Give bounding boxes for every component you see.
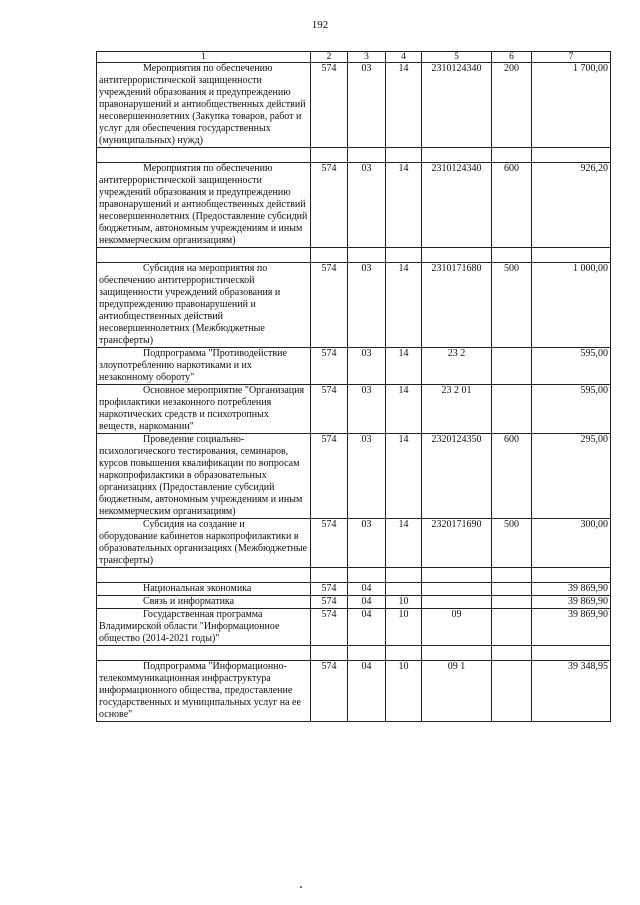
- code-cell-c3: 04: [348, 583, 386, 596]
- row-name-cell: [97, 609, 311, 646]
- code-cell-c6: 200: [492, 63, 532, 148]
- code-cell-c2: 574: [311, 163, 348, 248]
- row-name-cell: [97, 163, 311, 248]
- spacer-cell: [532, 568, 611, 583]
- code-cell-c5: 09: [422, 609, 492, 646]
- code-cell-c4: 14: [386, 63, 422, 148]
- column-number-row: [97, 52, 611, 63]
- amount-cell: 1 000,00: [532, 263, 611, 348]
- page-number: 192: [311, 19, 329, 31]
- row-name-lead: Подпрограмма "Информационно-: [143, 661, 287, 672]
- spacer-row: [97, 248, 611, 263]
- row-name-lead: Субсидия на создание и: [143, 519, 245, 530]
- amount-cell: 39 869,90: [532, 583, 611, 596]
- amount-cell: 1 700,00: [532, 63, 611, 148]
- spacer-cell: [348, 646, 386, 661]
- code-cell-c2: 574: [311, 385, 348, 434]
- code-cell-c2: 574: [311, 348, 348, 385]
- code-cell-c4: 14: [386, 263, 422, 348]
- amount-cell: 295,00: [532, 434, 611, 519]
- code-cell-c2: 574: [311, 583, 348, 596]
- table-row: [97, 434, 611, 519]
- code-cell-c3: 04: [348, 609, 386, 646]
- code-cell-c2: 574: [311, 434, 348, 519]
- spacer-cell: [97, 248, 311, 263]
- code-cell-c5: 2310124340: [422, 63, 492, 148]
- row-name-cell: [97, 63, 311, 148]
- table-row: [97, 583, 611, 596]
- table-row: [97, 63, 611, 148]
- amount-cell: 39 348,95: [532, 661, 611, 722]
- spacer-cell: [422, 248, 492, 263]
- code-cell-c3: 03: [348, 263, 386, 348]
- code-cell-c6: [492, 661, 532, 722]
- spacer-cell: [386, 646, 422, 661]
- spacer-cell: [311, 568, 348, 583]
- code-cell-c6: [492, 348, 532, 385]
- row-name-lead: Проведение социально-: [143, 434, 245, 445]
- code-cell-c5: 2320171690: [422, 519, 492, 568]
- amount-cell: 39 869,90: [532, 609, 611, 646]
- column-header: 6: [492, 52, 532, 63]
- code-cell-c3: 03: [348, 519, 386, 568]
- spacer-cell: [311, 248, 348, 263]
- code-cell-c5: 2310171680: [422, 263, 492, 348]
- spacer-cell: [348, 568, 386, 583]
- row-name-lead: Мероприятия по обеспечению: [143, 163, 273, 174]
- row-name-text: профилактики незаконного потребления наркотических средств и психотропных веществ, наркомании": [99, 397, 272, 432]
- row-name-lead: Национальная экономика: [143, 583, 252, 594]
- code-cell-c5: 2310124340: [422, 163, 492, 248]
- row-name-text: Владимирской области "Информационное общество (2014-2021 годы)": [99, 621, 280, 644]
- code-cell-c2: 574: [311, 609, 348, 646]
- spacer-cell: [97, 646, 311, 661]
- row-name-text: телекоммуникационная инфраструктура информационного общества, предоставление государственных и муниципальных услуг на ее основе": [99, 673, 301, 720]
- row-name-cell: [97, 348, 311, 385]
- code-cell-c2: 574: [311, 263, 348, 348]
- code-cell-c4: [386, 583, 422, 596]
- spacer-cell: [492, 248, 532, 263]
- table-row: [97, 519, 611, 568]
- row-name-cell: [97, 583, 311, 596]
- table-row: [97, 661, 611, 722]
- table-body: [97, 63, 611, 722]
- row-name-lead: Государственная программа: [143, 609, 263, 620]
- column-header: 3: [348, 52, 386, 63]
- code-cell-c2: 574: [311, 519, 348, 568]
- spacer-row: [97, 568, 611, 583]
- code-cell-c5: 2320124350: [422, 434, 492, 519]
- code-cell-c3: 03: [348, 385, 386, 434]
- row-name-cell: [97, 263, 311, 348]
- table-row: [97, 385, 611, 434]
- code-cell-c5: 23 2: [422, 348, 492, 385]
- spacer-cell: [348, 248, 386, 263]
- spacer-cell: [492, 646, 532, 661]
- code-cell-c2: 574: [311, 596, 348, 609]
- spacer-cell: [422, 646, 492, 661]
- code-cell-c4: 14: [386, 385, 422, 434]
- code-cell-c6: 600: [492, 434, 532, 519]
- code-cell-c4: 14: [386, 163, 422, 248]
- row-name-cell: [97, 596, 311, 609]
- row-name-lead: Связь и информатика: [143, 596, 235, 607]
- spacer-cell: [422, 568, 492, 583]
- row-name-cell: [97, 519, 311, 568]
- code-cell-c3: 03: [348, 63, 386, 148]
- row-name-cell: [97, 385, 311, 434]
- code-cell-c4: 10: [386, 609, 422, 646]
- code-cell-c3: 03: [348, 434, 386, 519]
- code-cell-c6: 500: [492, 263, 532, 348]
- amount-cell: 926,20: [532, 163, 611, 248]
- column-header: 5: [422, 52, 492, 63]
- row-name-lead: Мероприятия по обеспечению: [143, 63, 273, 74]
- spacer-cell: [422, 148, 492, 163]
- code-cell-c4: 14: [386, 519, 422, 568]
- spacer-row: [97, 148, 611, 163]
- code-cell-c6: [492, 583, 532, 596]
- scan-dot: [300, 886, 302, 888]
- code-cell-c3: 04: [348, 661, 386, 722]
- column-header: 7: [532, 52, 611, 63]
- code-cell-c4: 14: [386, 348, 422, 385]
- amount-cell: 595,00: [532, 348, 611, 385]
- row-name-text: психологического тестирования, семинаров, курсов повышения квалификации по вопросам наркопрофилактики в образовательных организациях (Предоставление субсидий бюджетным, автономным учреждениям и иным некоммерческим организациям): [99, 446, 303, 517]
- amount-cell: 300,00: [532, 519, 611, 568]
- row-name-text: антитеррористической защищенности учреждений образования и предупреждению правонарушений и антиобщественных действий несовершеннолетних (Предоставление субсидий бюджетным, автономным учреждениям и иным некоммерческим организациям): [99, 175, 308, 246]
- column-header: 1: [97, 52, 311, 63]
- budget-table: [96, 51, 611, 722]
- code-cell-c3: 03: [348, 163, 386, 248]
- table-row: [97, 596, 611, 609]
- code-cell-c4: 10: [386, 596, 422, 609]
- code-cell-c2: 574: [311, 63, 348, 148]
- spacer-cell: [311, 646, 348, 661]
- row-name-text: оборудование кабинетов наркопрофилактики в образовательных организациях (Межбюджетные трансферты): [99, 531, 308, 566]
- code-cell-c3: 04: [348, 596, 386, 609]
- code-cell-c2: 574: [311, 661, 348, 722]
- code-cell-c3: 03: [348, 348, 386, 385]
- column-header: 2: [311, 52, 348, 63]
- code-cell-c6: 500: [492, 519, 532, 568]
- code-cell-c5: 09 1: [422, 661, 492, 722]
- row-name-text: злоупотреблению наркотиками и их незаконному обороту": [99, 360, 252, 383]
- code-cell-c5: [422, 596, 492, 609]
- spacer-cell: [97, 568, 311, 583]
- spacer-cell: [97, 148, 311, 163]
- code-cell-c5: 23 2 01: [422, 385, 492, 434]
- spacer-row: [97, 646, 611, 661]
- row-name-cell: [97, 434, 311, 519]
- code-cell-c6: [492, 385, 532, 434]
- code-cell-c6: 600: [492, 163, 532, 248]
- row-name-lead: Основное мероприятие "Организация: [143, 385, 305, 396]
- code-cell-c5: [422, 583, 492, 596]
- code-cell-c4: 10: [386, 661, 422, 722]
- column-header: 4: [386, 52, 422, 63]
- spacer-cell: [386, 568, 422, 583]
- table-row: [97, 609, 611, 646]
- row-name-lead: Субсидия на мероприятия по: [143, 263, 268, 274]
- code-cell-c6: [492, 609, 532, 646]
- spacer-cell: [532, 148, 611, 163]
- amount-cell: 595,00: [532, 385, 611, 434]
- row-name-lead: Подпрограмма "Противодействие: [143, 348, 287, 359]
- code-cell-c6: [492, 596, 532, 609]
- table-row: [97, 163, 611, 248]
- spacer-cell: [532, 646, 611, 661]
- spacer-cell: [386, 248, 422, 263]
- spacer-cell: [311, 148, 348, 163]
- row-name-cell: [97, 661, 311, 722]
- code-cell-c4: 14: [386, 434, 422, 519]
- row-name-text: обеспечению антитеррористической защищенности учреждений образования и предупреждению правонарушений и антиобщественных действий несовершеннолетних (Межбюджетные трансферты): [99, 275, 281, 346]
- spacer-cell: [532, 248, 611, 263]
- spacer-cell: [492, 568, 532, 583]
- spacer-cell: [386, 148, 422, 163]
- table-row: [97, 348, 611, 385]
- row-name-text: антитеррористической защищенности учреждений образования и предупреждению правонарушений и антиобщественных действий несовершеннолетних (Закупка товаров, работ и услуг для обеспечения государственных (муниципальных) нужд): [99, 75, 306, 146]
- spacer-cell: [492, 148, 532, 163]
- amount-cell: 39 869,90: [532, 596, 611, 609]
- table-row: [97, 263, 611, 348]
- spacer-cell: [348, 148, 386, 163]
